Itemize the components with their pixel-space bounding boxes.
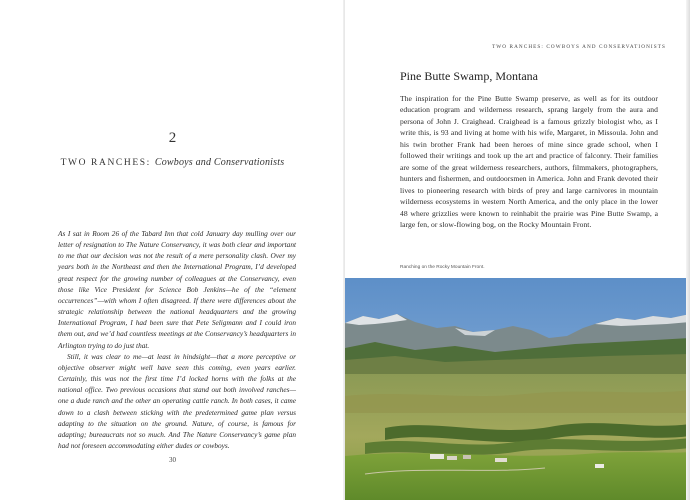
- landscape-photo: [345, 278, 690, 500]
- body-paragraph-2: Still, it was clear to me—at least in hindsight—that a more perceptive or objective observer might well have seen this coming, even years earlier. Certainly, this was not the first time I’d locked horns with the folks at the national office. Two previous occasions that stand out both involved ranches—one a dude ranch and the other an operating cattle ranch. In both cases, it came down to a clash between sticking with the predetermined game plan versus adapting to the situation on the ground. Nature, of course, is famous for adapting; bureaucrats not so much. And The Nature Conservancy’s game plan had not foreseen accommodating either dudes or cowboys.: [58, 351, 296, 450]
- section-paragraph: The inspiration for the Pine Butte Swamp preserve, as well as for its outdoor education program and wilderness research, sprang largely from the aura and persona of John J. Craighead. Craighead is a famous grizzly biologist who, as I write this, is 93 and living at home with his wife, Margaret, in Missoula. John and his twin brother Frank had been heroes of mine since grade school, when I followed their writings and took up the art and practice of falconry. Their families are some of the great wilderness researchers, authors, filmmakers, photographers, hunters and fishermen, and outdoorsmen in America. John and Frank devoted their lives to pioneering research with birds of prey and large carnivores in mountain wilderness ecosystems in western North America, and the only place in the lower 48 where grizzlies were known to reinhabit the prairie was Pine Butte Swamp, a large fen, or slow-flowing bog, on the Rocky Mountain Front.: [400, 94, 658, 229]
- chapter-title-separator: :: [146, 158, 155, 168]
- body-paragraph-1: As I sat in Room 26 of the Tabard Inn that cold January day mulling over our letter of resignation to The Nature Conservancy, it was both clear and important to me that our decision was not the result of a mere personality clash. Over my years both in the Northeast and then the International Program, I’d developed great respect for the growing number of colleagues at the Conservancy, even those like Vice President for Science Bob Jenkins—he of the “element occurrences”—with whom I often disagreed. If there were differences about the strategic relationship between the national headquarters and the growing International Program, I had been sure that Pete Seligmann and I could iron them out, and we’d had countless meetings at the Conservancy’s headquarters in Arlington trying to do just that.: [58, 229, 296, 350]
- page-edge: [686, 0, 690, 500]
- chapter-body: [58, 228, 296, 451]
- chapter-subtitle: Cowboys and Conservationists: [154, 157, 285, 168]
- chapter-title-main: TWO RANCHES: [60, 158, 147, 168]
- chapter-number: 2: [168, 130, 177, 146]
- page-number: 30: [169, 456, 176, 464]
- section-heading: Pine Butte Swamp, Montana: [400, 69, 538, 83]
- landscape-photo-icon: [345, 278, 690, 500]
- running-head: TWO RANCHES: COWBOYS AND CONSERVATIONISTS: [492, 44, 666, 50]
- section-body: [400, 93, 658, 230]
- chapter-title: [0, 157, 345, 168]
- photo-caption: Ranching on the Rocky Mountain Front.: [400, 265, 485, 270]
